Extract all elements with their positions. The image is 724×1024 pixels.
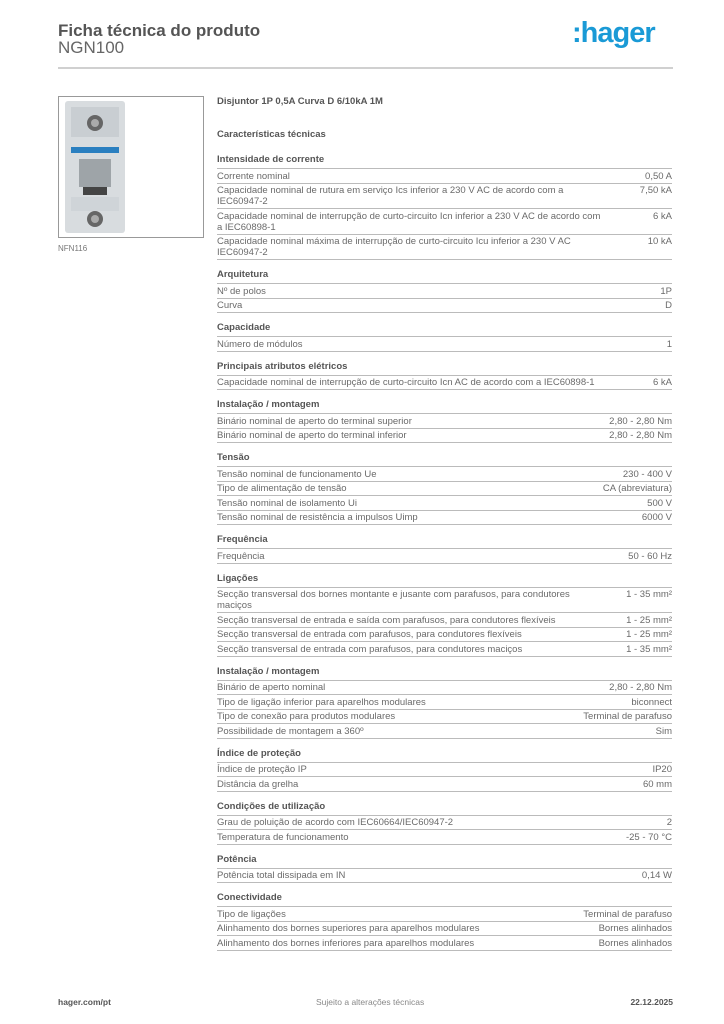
spec-label: Tensão nominal de isolamento Ui xyxy=(217,497,357,509)
spec-section xyxy=(217,573,672,657)
spec-value: 6 kA xyxy=(652,210,672,222)
spec-content xyxy=(217,96,672,951)
spec-value: CA (abreviatura) xyxy=(602,483,672,494)
spec-value: Sim xyxy=(655,725,672,737)
spec-row xyxy=(217,907,672,922)
spec-label: Binário nominal de aperto do terminal superior xyxy=(217,415,412,427)
spec-value: 7,50 kA xyxy=(639,185,672,196)
spec-label: Tensão nominal de funcionamento Ue xyxy=(217,468,377,480)
hager-logo: :hager xyxy=(572,17,655,49)
spec-label: Tensão nominal de resistência a impulsos Uimp xyxy=(217,512,418,523)
section-title: Frequência xyxy=(217,534,672,549)
spec-row xyxy=(217,922,672,937)
spec-label: Tipo de ligação inferior para aparelhos modulares xyxy=(217,696,426,708)
spec-label: Capacidade nominal máxima de interrupção de curto-circuito Icu inferior a 230 V AC IEC60947-2 xyxy=(217,236,571,258)
spec-value: D xyxy=(665,300,672,311)
spec-value: 2,80 - 2,80 Nm xyxy=(609,415,672,427)
spec-value: -25 - 70 °C xyxy=(625,831,672,843)
spec-row xyxy=(217,777,672,792)
spec-label: Secção transversal de entrada com parafusos, para condutores flexíveis xyxy=(217,629,522,640)
characteristics-title: Características técnicas xyxy=(217,129,326,140)
section-title: Tensão xyxy=(217,452,672,467)
spec-label: Temperatura de funcionamento xyxy=(217,831,349,843)
spec-row xyxy=(217,830,672,845)
section-title: Arquitetura xyxy=(217,269,672,284)
product-reference: NGN100 xyxy=(58,38,125,57)
spec-label: Binário nominal de aperto do terminal inferior xyxy=(217,430,407,441)
header-divider xyxy=(58,67,673,69)
spec-row xyxy=(217,299,672,314)
spec-label: Capacidade nominal de rutura em serviço Ics inferior a 230 V AC de acordo com a IEC60947-2 xyxy=(217,185,564,207)
spec-value: 1 - 35 mm² xyxy=(626,643,672,655)
spec-sections xyxy=(217,154,672,951)
spec-row xyxy=(217,482,672,497)
spec-label: Corrente nominal xyxy=(217,170,290,182)
spec-row xyxy=(217,681,672,696)
spec-row xyxy=(217,169,672,184)
spec-row xyxy=(217,376,672,391)
spec-value: 6000 V xyxy=(641,512,672,523)
spec-row xyxy=(217,613,672,628)
spec-section xyxy=(217,801,672,845)
spec-label: Capacidade nominal de interrupção de curto-circuito Icn inferior a 230 V AC de acordo com a IEC60898-1 xyxy=(217,210,601,233)
spec-value: 1 - 35 mm² xyxy=(626,589,672,600)
spec-value: 230 - 400 V xyxy=(622,468,672,480)
spec-section xyxy=(217,399,672,443)
spec-row xyxy=(217,936,672,951)
spec-value: 2,80 - 2,80 Nm xyxy=(609,430,672,441)
spec-section xyxy=(217,322,672,352)
section-title: Instalação / montagem xyxy=(217,666,672,681)
spec-row xyxy=(217,429,672,444)
section-title: Ligações xyxy=(217,573,672,588)
spec-row xyxy=(217,184,672,210)
spec-section xyxy=(217,748,672,792)
footer-note: Sujeito a alterações técnicas xyxy=(316,997,425,1007)
spec-value: 50 - 60 Hz xyxy=(628,550,672,562)
spec-value: IP20 xyxy=(652,764,672,775)
spec-label: Alinhamento dos bornes inferiores para aparelhos modulares xyxy=(217,937,475,949)
section-title: Principais atributos elétricos xyxy=(217,361,672,376)
footer-date: 22.12.2025 xyxy=(630,997,673,1007)
spec-row xyxy=(217,337,672,352)
page-title: Ficha técnica do produto xyxy=(58,21,261,40)
spec-value: Terminal de parafuso xyxy=(583,711,672,722)
section-title: Potência xyxy=(217,854,672,869)
spec-row xyxy=(217,816,672,831)
spec-row xyxy=(217,763,672,778)
spec-label: Índice de proteção IP xyxy=(217,764,307,775)
spec-label: Tipo de alimentação de tensão xyxy=(217,483,347,494)
spec-section xyxy=(217,269,672,313)
spec-label: Secção transversal de entrada com parafusos, para condutores maciços xyxy=(217,643,523,655)
spec-label: Distância da grelha xyxy=(217,778,299,790)
spec-label: Tipo de ligações xyxy=(217,908,286,920)
spec-value: Bornes alinhados xyxy=(598,937,672,949)
spec-value: 1 - 25 mm² xyxy=(626,614,672,626)
section-title: Condições de utilização xyxy=(217,801,672,816)
circuit-breaker-image xyxy=(59,97,203,237)
spec-section xyxy=(217,361,672,391)
spec-value: 1 xyxy=(666,338,672,350)
spec-label: Binário de aperto nominal xyxy=(217,682,326,693)
footer-website[interactable]: hager.com/pt xyxy=(58,997,111,1007)
spec-value: 500 V xyxy=(647,497,672,509)
spec-label: Potência total dissipada em IN xyxy=(217,870,346,881)
spec-label: Nº de polos xyxy=(217,285,266,297)
spec-value: biconnect xyxy=(631,696,672,708)
section-title: Capacidade xyxy=(217,322,672,337)
spec-label: Alinhamento dos bornes superiores para aparelhos modulares xyxy=(217,923,480,934)
spec-row xyxy=(217,235,672,261)
section-title: Intensidade de corrente xyxy=(217,154,672,169)
spec-value: 1 - 25 mm² xyxy=(626,629,672,640)
spec-row xyxy=(217,549,672,564)
spec-row xyxy=(217,724,672,739)
spec-value: 0,14 W xyxy=(641,870,672,881)
spec-section xyxy=(217,154,672,260)
spec-value: 0,50 A xyxy=(645,170,672,182)
spec-row xyxy=(217,209,672,235)
spec-value: 2,80 - 2,80 Nm xyxy=(609,682,672,693)
spec-row xyxy=(217,496,672,511)
spec-label: Secção transversal dos bornes montante e jusante com parafusos, para condutores maciços xyxy=(217,589,570,611)
spec-section xyxy=(217,892,672,951)
spec-label: Número de módulos xyxy=(217,338,303,350)
section-title: Instalação / montagem xyxy=(217,399,672,414)
spec-value: 1P xyxy=(660,285,672,297)
spec-value: 2 xyxy=(666,817,672,828)
product-image xyxy=(58,96,204,238)
image-caption: NFN116 xyxy=(58,244,88,253)
spec-value: 60 mm xyxy=(642,778,672,790)
spec-section xyxy=(217,534,672,564)
spec-label: Tipo de conexão para produtos modulares xyxy=(217,711,396,722)
section-title: Índice de proteção xyxy=(217,748,672,763)
spec-value: 10 kA xyxy=(647,236,672,247)
spec-row xyxy=(217,414,672,429)
spec-value: Bornes alinhados xyxy=(598,923,672,934)
footer xyxy=(58,997,673,1009)
spec-label: Grau de poluição de acordo com IEC60664/IEC60947-2 xyxy=(217,817,454,828)
spec-row xyxy=(217,284,672,299)
spec-section xyxy=(217,666,672,739)
spec-label: Secção transversal de entrada e saída com parafusos, para condutores flexíveis xyxy=(217,614,556,626)
spec-row xyxy=(217,642,672,657)
product-name: Disjuntor 1P 0,5A Curva D 6/10kA 1M xyxy=(217,96,383,107)
spec-section xyxy=(217,452,672,525)
spec-row xyxy=(217,695,672,710)
spec-value: Terminal de parafuso xyxy=(583,908,672,920)
spec-label: Possibilidade de montagem a 360º xyxy=(217,725,364,737)
spec-row xyxy=(217,869,672,884)
spec-row xyxy=(217,467,672,482)
spec-row xyxy=(217,588,672,614)
spec-label: Curva xyxy=(217,300,243,311)
spec-section xyxy=(217,854,672,884)
spec-row xyxy=(217,710,672,725)
spec-value: 6 kA xyxy=(652,377,672,388)
spec-label: Frequência xyxy=(217,550,265,562)
section-title: Conectividade xyxy=(217,892,672,907)
spec-row xyxy=(217,511,672,526)
spec-label: Capacidade nominal de interrupção de curto-circuito Icn AC de acordo com a IEC60898-1 xyxy=(217,377,595,388)
spec-row xyxy=(217,628,672,643)
